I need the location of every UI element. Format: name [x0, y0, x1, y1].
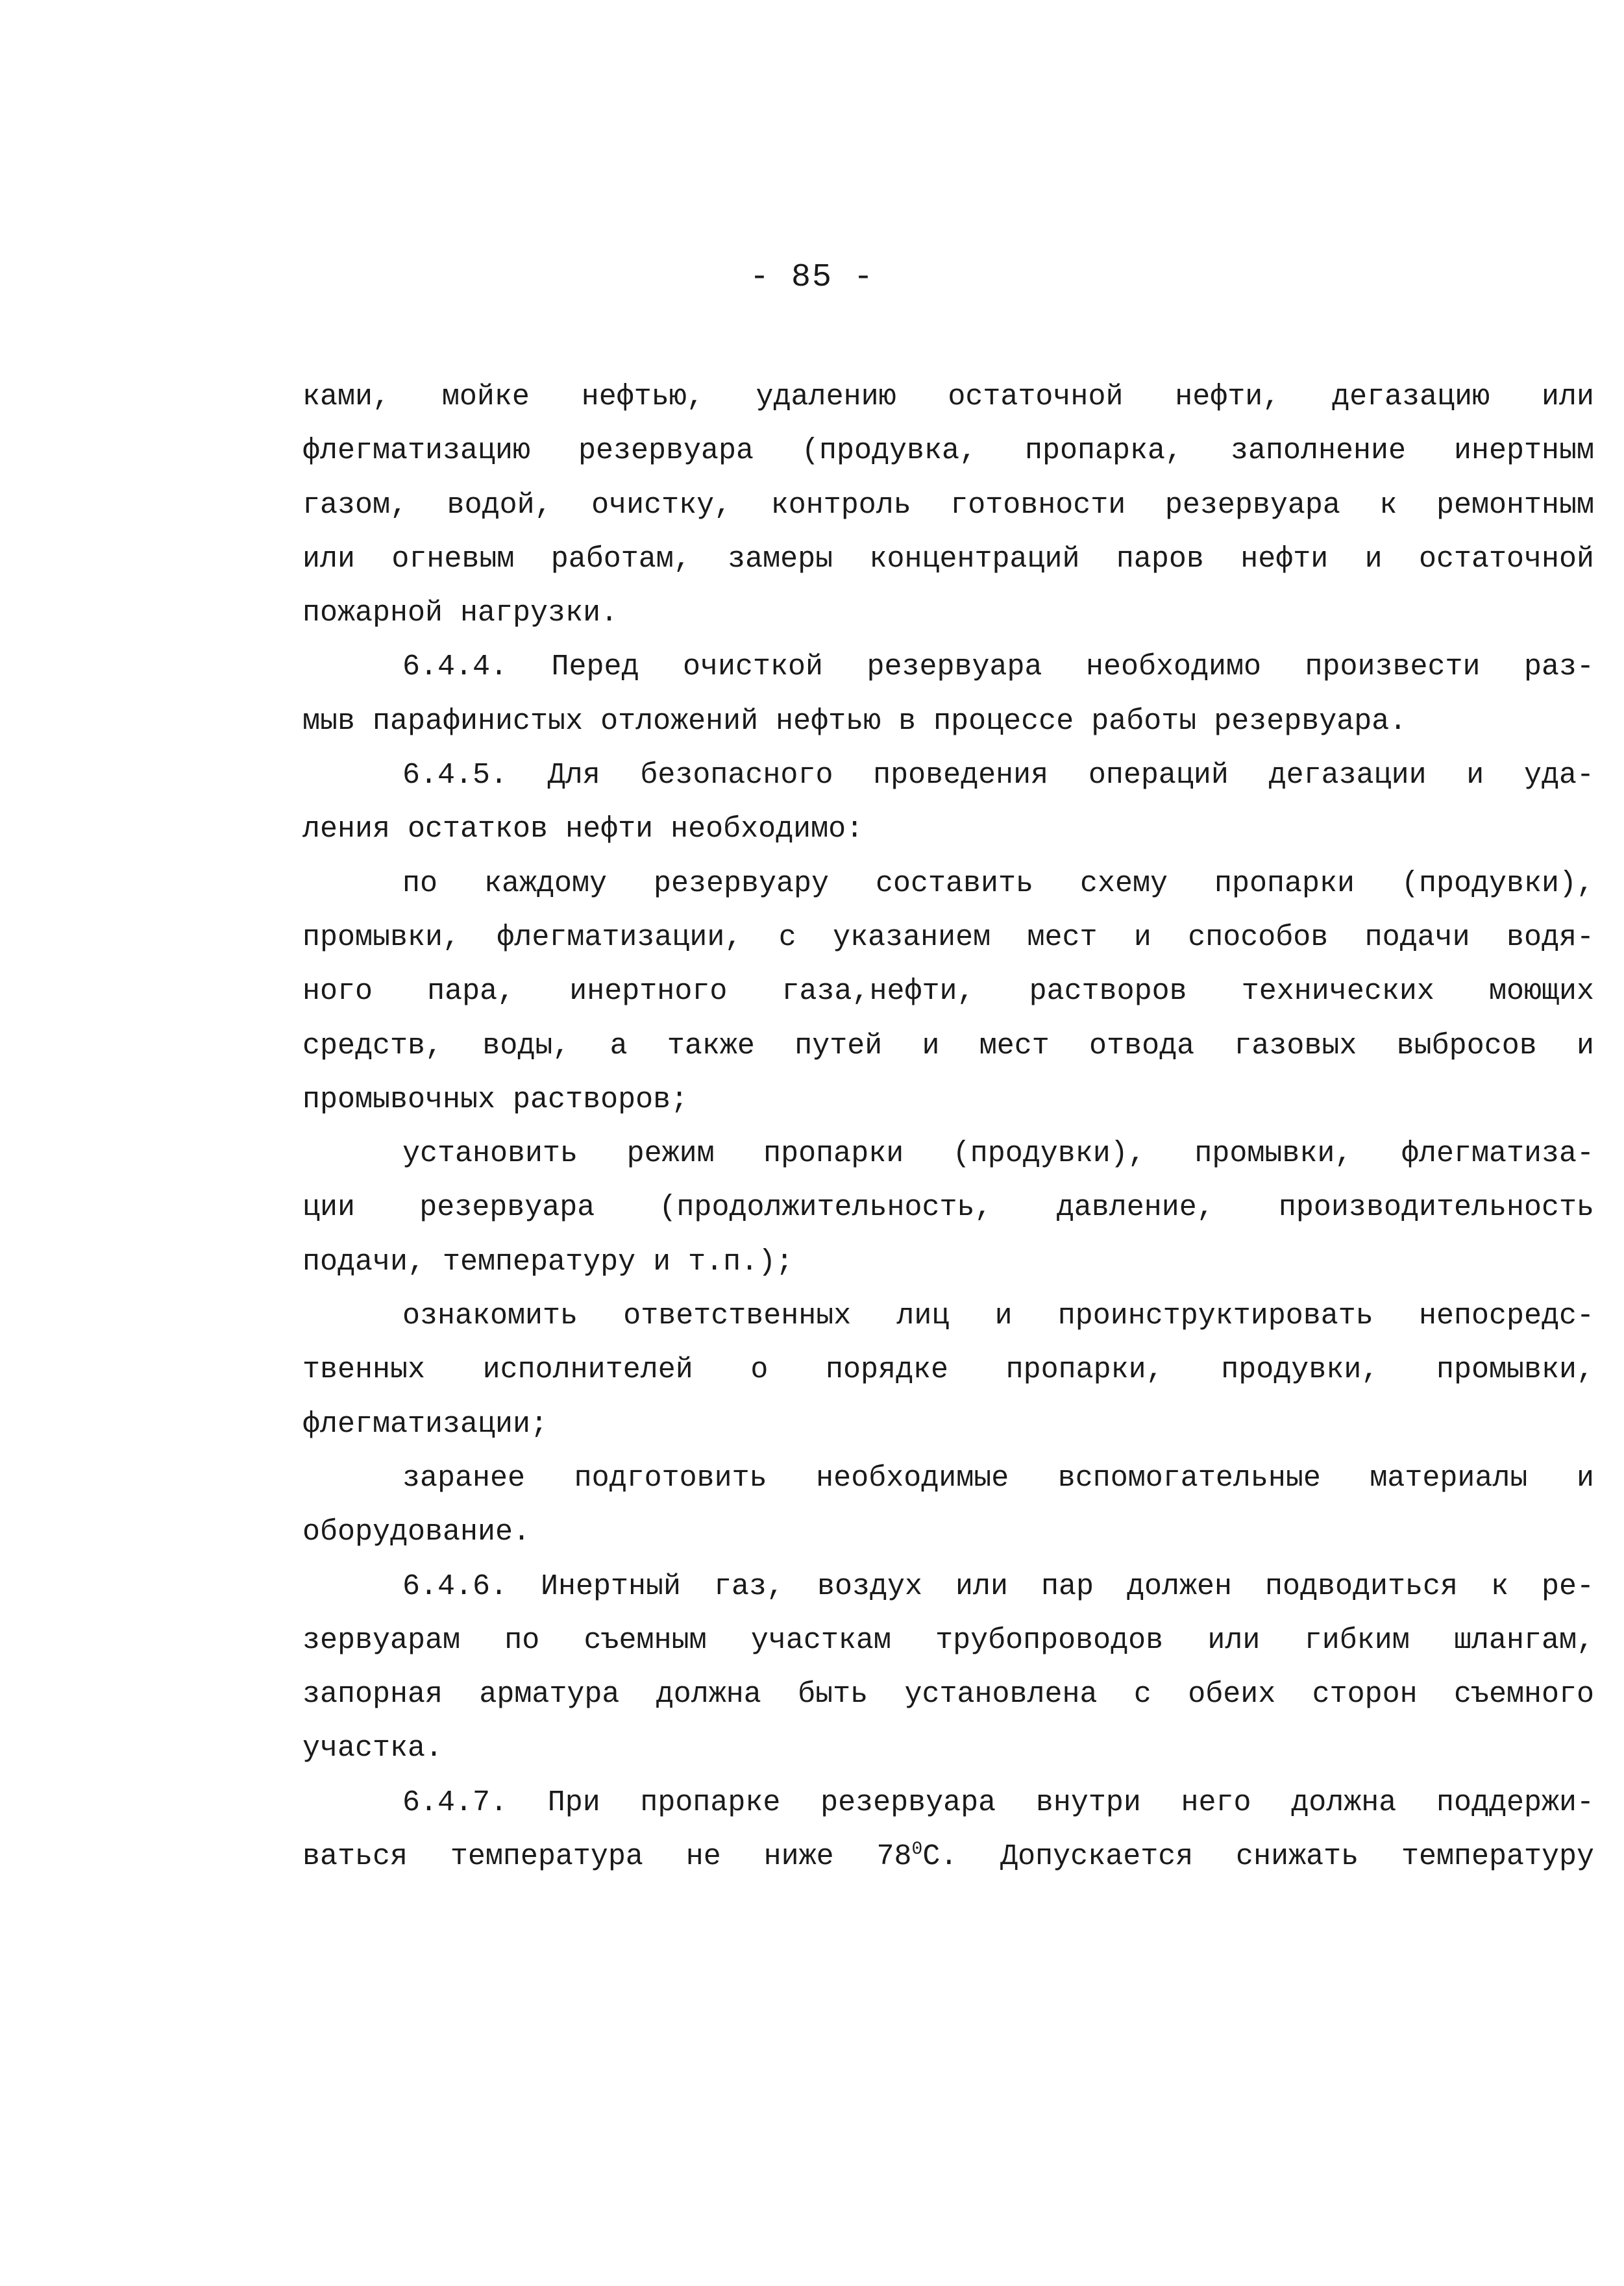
text-line: 6.4.7. При пропарке резервуара внутри него должна поддержи-	[402, 1786, 1594, 1819]
text-line: ознакомить ответственных лиц и проинструктировать непосредс-	[402, 1299, 1594, 1333]
text-line: 6.4.4. Перед очисткой резервуара необходимо произвести раз-	[402, 650, 1594, 684]
text-line: ции резервуара (продолжительность, давление, производительность	[302, 1191, 1594, 1225]
text-line: пожарной нагрузки.	[302, 596, 619, 630]
text-line: средств, воды, а также путей и мест отвода газовых выбросов и	[302, 1029, 1594, 1063]
document-body	[302, 370, 1594, 1884]
text-line: заранее подготовить необходимые вспомогательные материалы и	[402, 1461, 1594, 1495]
text-line	[302, 1830, 1594, 1884]
text-line: мыв парафинистых отложений нефтью в процессе работы резервуара.	[302, 704, 1407, 738]
page-number: - 85 -	[749, 259, 875, 296]
text-line: газом, водой, очистку, контроль готовности резервуара к ремонтным	[302, 488, 1594, 522]
text-line: запорная арматура должна быть установлена с обеих сторон съемного	[302, 1678, 1594, 1712]
text-line: подачи, температуру и т.п.);	[302, 1245, 794, 1279]
text-line: флегматизацию резервуара (продувка, пропарка, заполнение инертным	[302, 434, 1594, 468]
text-line: ного пара, инертного газа,нефти, растворов технических моющих	[302, 975, 1594, 1009]
text-line: участка.	[302, 1732, 443, 1765]
text-line: ками, мойке нефтью, удалению остаточной нефти, дегазацию или	[302, 380, 1594, 413]
text-line: зервуарам по съемным участкам трубопроводов или гибким шлангам,	[302, 1623, 1594, 1657]
text-fragment: С. Допускается снижать температуру	[922, 1840, 1594, 1874]
text-line: 6.4.5. Для безопасного проведения операций дегазации и уда-	[402, 759, 1594, 793]
text-line: промывочных растворов;	[302, 1083, 689, 1116]
text-line: 6.4.6. Инертный газ, воздух или пар должен подводиться к ре-	[402, 1569, 1594, 1603]
text-line: оборудование.	[302, 1516, 531, 1549]
text-line: ления остатков нефти необходимо:	[302, 813, 864, 846]
text-fragment: ваться температура не ниже 78	[302, 1840, 912, 1874]
degree-superscript: 0	[911, 1839, 923, 1860]
text-line: флегматизации;	[302, 1407, 548, 1441]
text-line: по каждому резервуару составить схему пропарки (продувки),	[402, 866, 1594, 900]
text-line: или огневым работам, замеры концентраций паров нефти и остаточной	[302, 542, 1594, 576]
text-line: промывки, флегматизации, с указанием мест и способов подачи водя-	[302, 920, 1594, 954]
text-line: установить режим пропарки (продувки), промывки, флегматиза-	[402, 1137, 1594, 1171]
text-line: твенных исполнителей о порядке пропарки, продувки, промывки,	[302, 1353, 1594, 1387]
